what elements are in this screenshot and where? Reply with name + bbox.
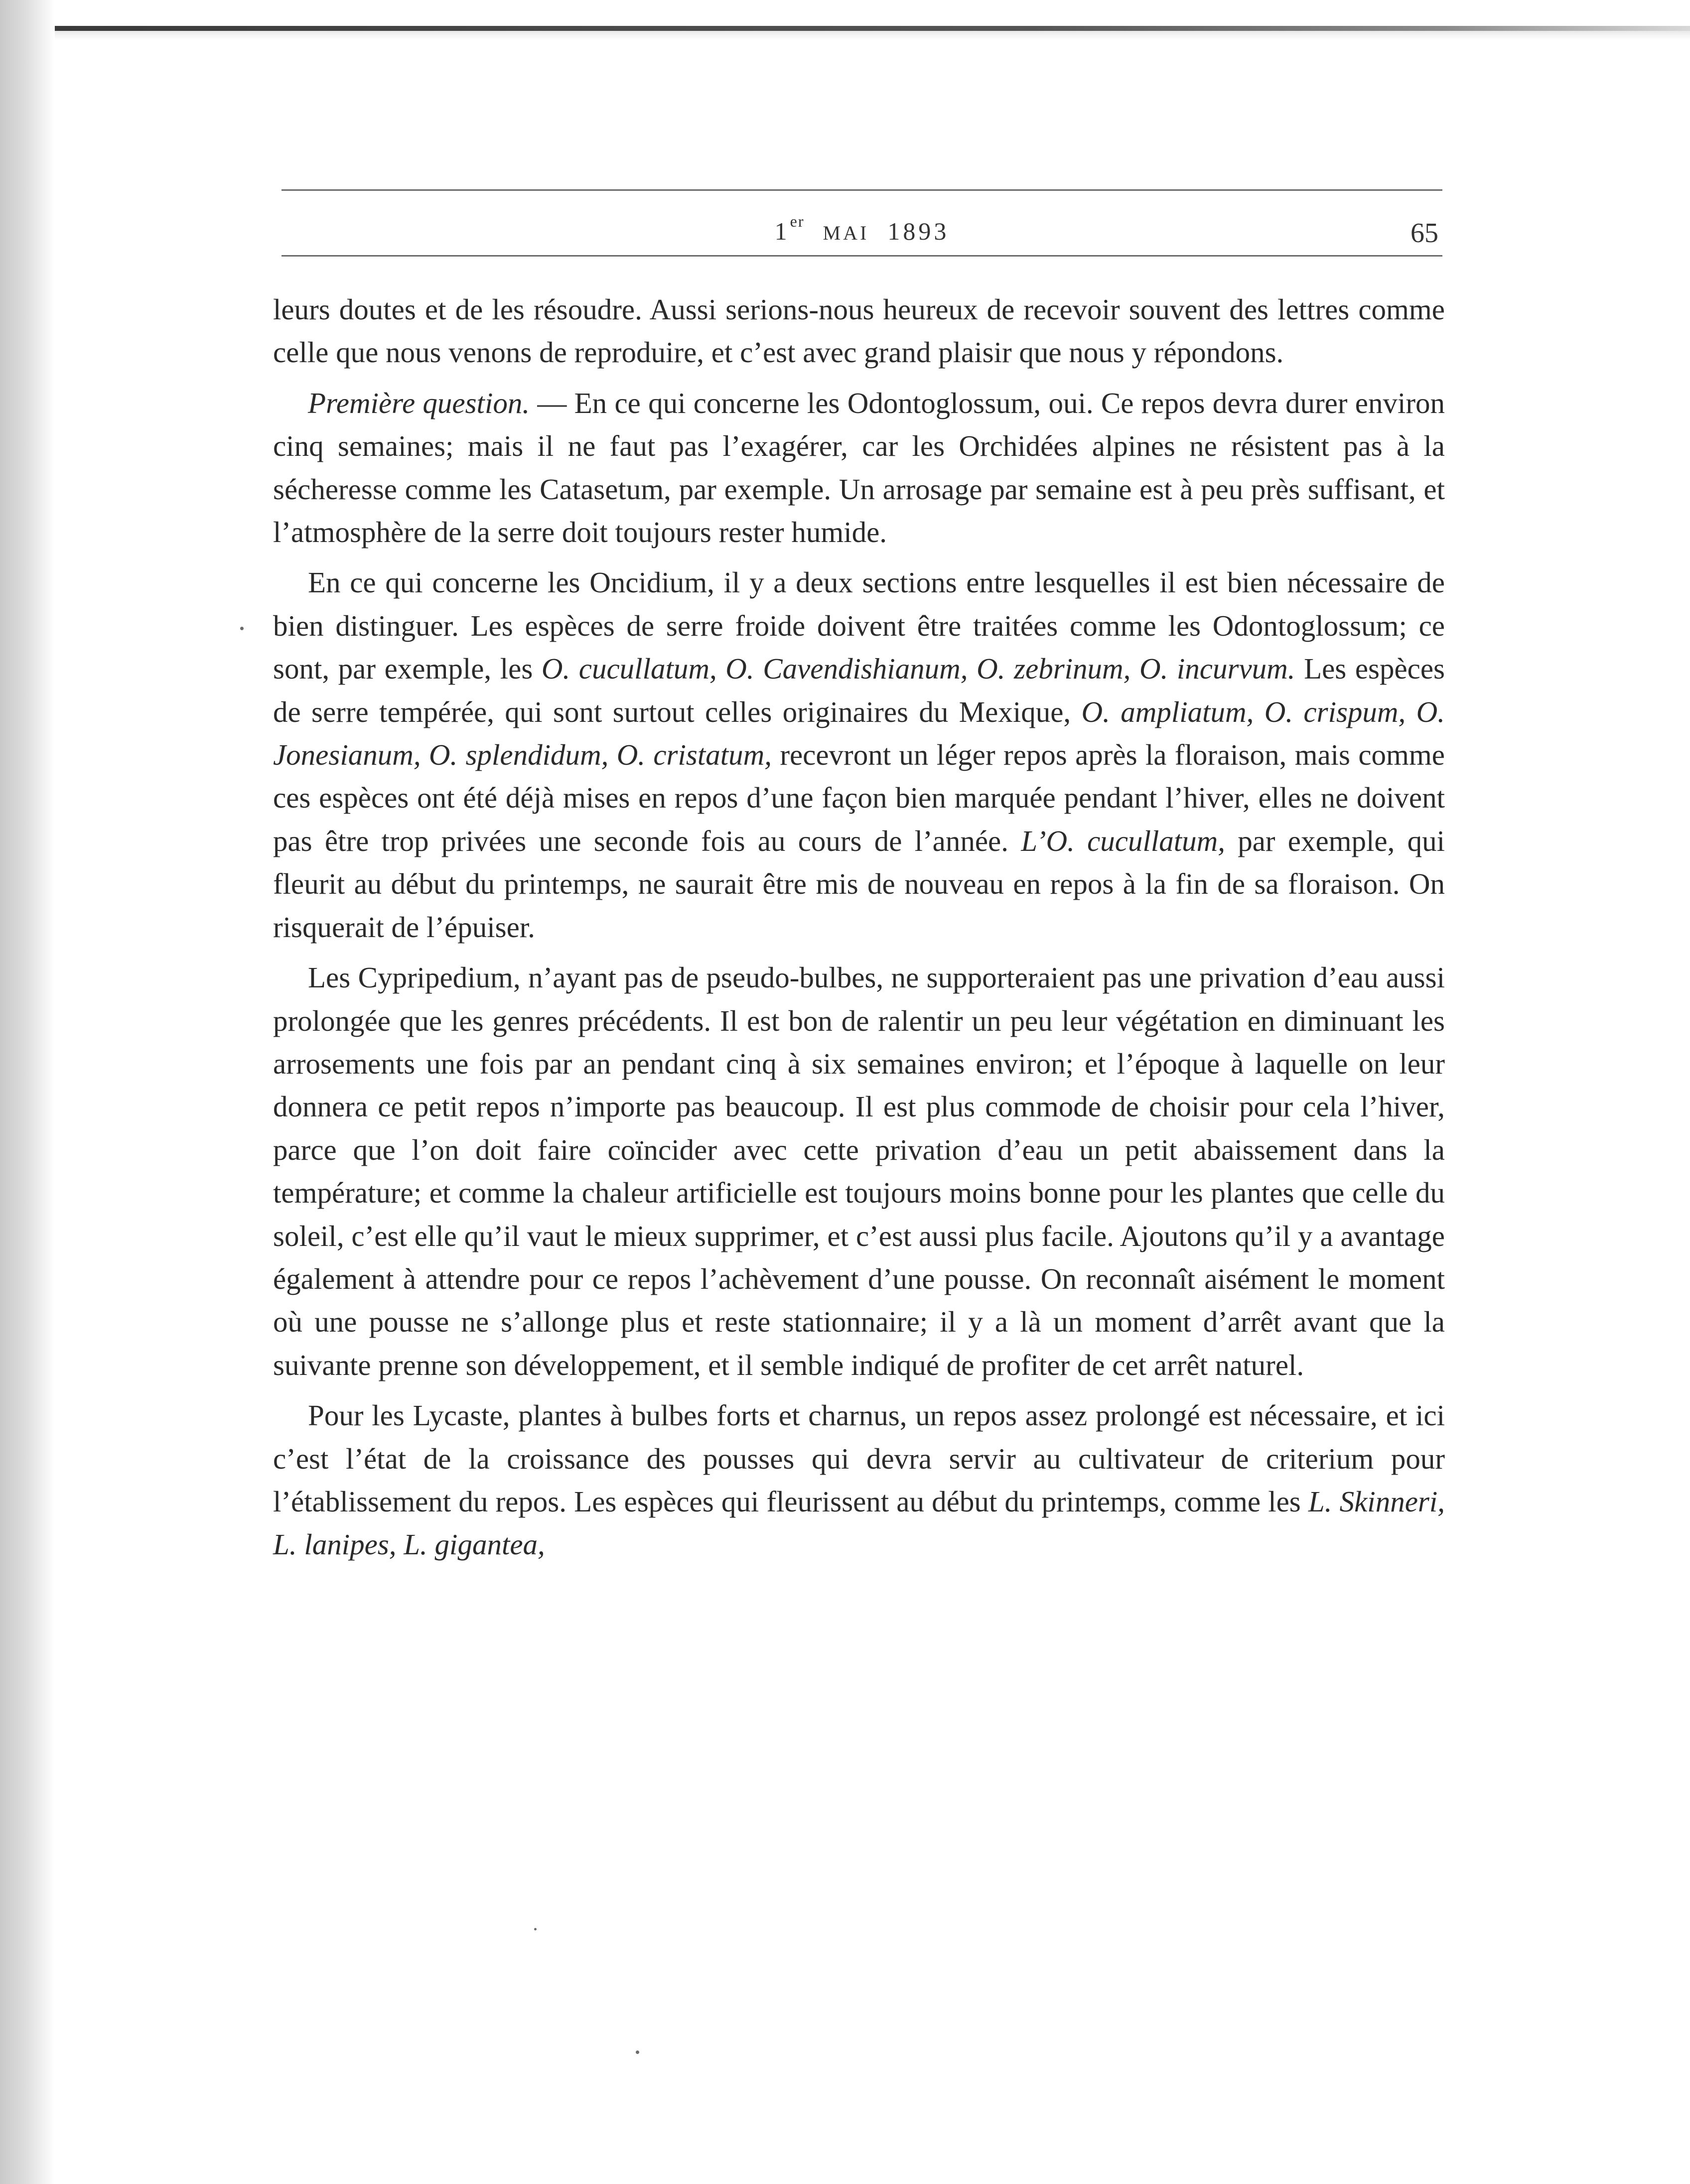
page-number: 65 (1410, 218, 1438, 249)
article-body (273, 288, 1445, 1574)
text-run: recevront un léger repos après la floraison, mais comme ces espèces ont été déjà mises en repos d’une façon bien marquée pendant l’hiver, elles ne doivent pas être trop privées une seconde fois au cours de l’année. (273, 738, 1445, 857)
paragraph (273, 561, 1445, 949)
scan-speck (636, 2050, 639, 2054)
header-date (282, 212, 1442, 246)
scan-speck (240, 627, 244, 630)
paragraph (273, 1394, 1445, 1566)
italic-run: O. ampliatum, O. crispum, O. Jonesianum, O. splendidum, O. cristatum, (273, 695, 1445, 772)
text-run: — En ce qui concerne les Odontoglossum, oui. Ce repos devra durer environ cinq semaines; mais il ne faut pas l’exagérer, car les Orchidées alpines ne résistent pas à la sécheresse comme les Catasetum, par exemple. Un arrosage par semaine est à peu près suffisant, et l’atmosphère de la serre doit toujours rester humide. (273, 386, 1445, 549)
text-run: Les espèces de serre tempérée, qui sont surtout celles originaires du Mexique, (273, 652, 1445, 728)
text-run: Les Cypripedium, n’ayant pas de pseudo-bulbes, ne supporteraient pas une privation d’eau aussi prolongée que les genres précédents. Il est bon de ralentir un peu leur végétation en diminuant les arrosements une fois par an pendant cinq à six semaines environ; et l’époque à laquelle on leur donnera ce petit repos n’importe pas beaucoup. Il est plus commode de choisir pour cela l’hiver, parce que l’on doit faire coïncider avec cette privation d’eau un petit abaissement dans la température; et comme la chaleur artificielle est toujours moins bonne pour les plantes que celle du soleil, c’est elle qu’il vaut le mieux supprimer, et c’est aussi plus facile. Ajoutons qu’il y a avantage également à attendre pour ce repos l’achèvement d’une pousse. On reconnaît aisément le moment où une pousse ne s’allonge plus et reste stationnaire; il y a là un moment d’arrêt avant que la suivante prenne son développement, et il semble indiqué de profiter de cet arrêt naturel. (273, 961, 1445, 1381)
date-sup: er (790, 212, 805, 230)
scan-shade-top (55, 31, 1690, 40)
italic-run: O. cucullatum, O. Cavendishianum, O. zebrinum, O. incurvum. (541, 652, 1295, 685)
scan-speck (534, 1928, 537, 1930)
date-day: 1 (774, 217, 790, 245)
italic-run: L’O. cucullatum, (1021, 824, 1225, 857)
text-run: leurs doutes et de les résoudre. Aussi serions-nous heureux de recevoir souvent des lettres comme celle que nous venons de reproduire, et c’est avec grand plaisir que nous y répondons. (273, 293, 1445, 369)
paragraph (273, 288, 1445, 374)
date-month: MAI (823, 222, 869, 244)
italic-run: L. Skinneri, L. lanipes, L. gigantea, (273, 1485, 1445, 1561)
text-run: En ce qui concerne les Oncidium, il y a deux sections entre lesquelles il est bien nécessaire de bien distinguer. Les espèces de serre froide doivent être traitées comme les Odontoglossum; ce sont, par exemple, les (273, 566, 1445, 685)
paragraph (273, 956, 1445, 1386)
text-run: Pour les Lycaste, plantes à bulbes forts et charnus, un repos assez prolongé est nécessaire, et ici c’est l’état de la croissance des pousses qui devra servir au cultivateur de criterium pour l’établissement du repos. Les espèces qui fleurissent au début du printemps, comme les (273, 1399, 1445, 1518)
scan-shadow-left (0, 0, 55, 2184)
paragraph (273, 382, 1445, 554)
header-rule-top (282, 189, 1442, 191)
scan-edge-top (55, 26, 1690, 31)
italic-run: Première question. (308, 386, 530, 419)
running-head (282, 203, 1442, 253)
text-run: par exemple, qui fleurit au début du printemps, ne saurait être mis de nouveau en repos à la fin de sa floraison. On risquerait de l’épuiser. (273, 824, 1445, 944)
date-year: 1893 (887, 217, 950, 245)
header-rule-bottom (282, 255, 1442, 257)
